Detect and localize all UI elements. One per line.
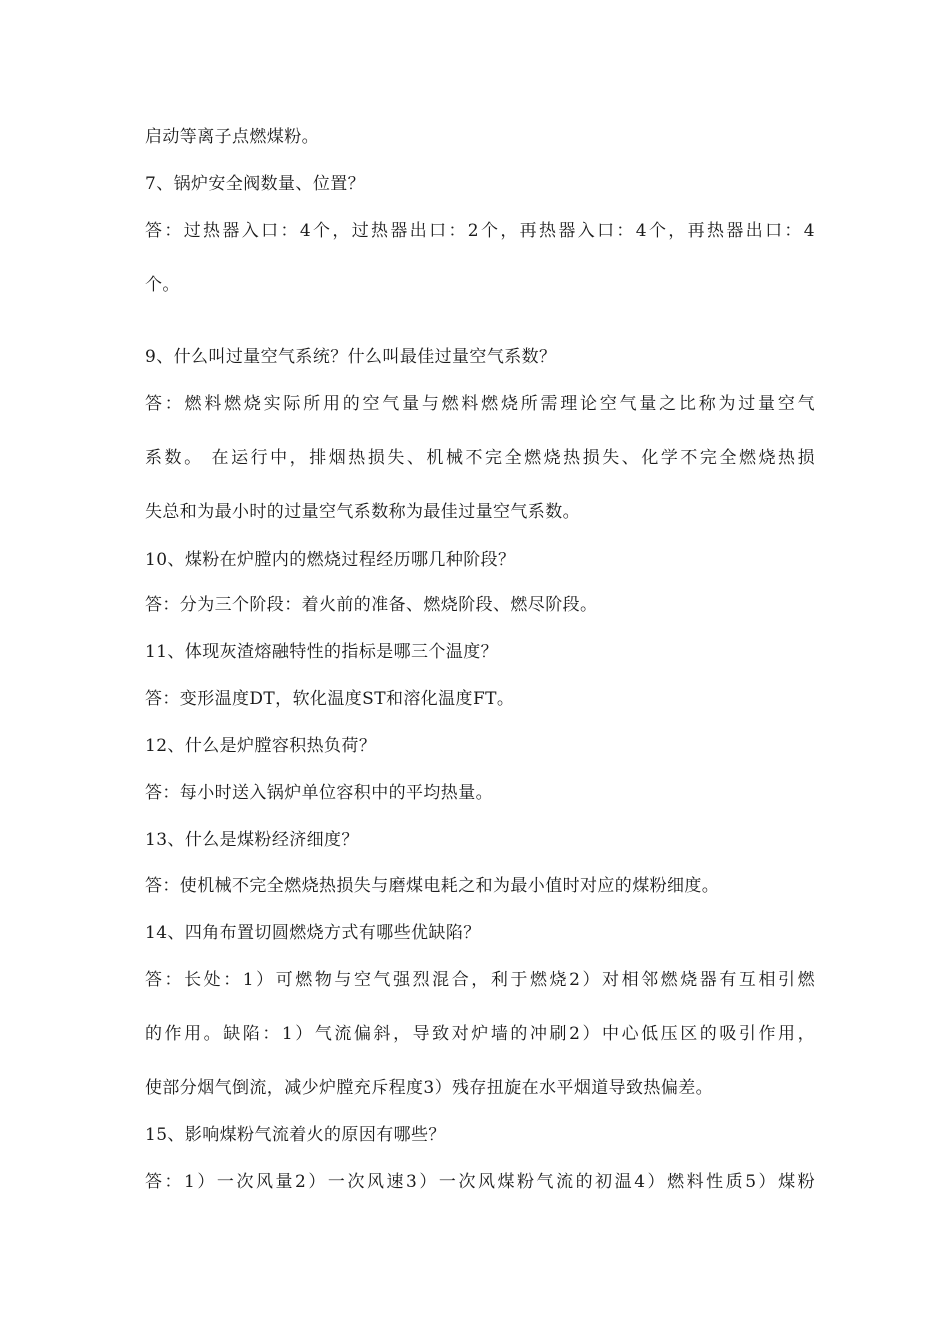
answer-line: 答：使机械不完全燃烧热损失与磨煤电耗之和为最小值时对应的煤粉细度。	[145, 876, 720, 896]
text-line: 失总和为最小时的过量空气系数称为最佳过量空气系数。	[145, 502, 580, 522]
text-line: 的作用。缺陷：1）气流偏斜，导致对炉墙的冲刷2）中心低压区的吸引作用，	[145, 1024, 815, 1044]
text-line: 个。	[145, 275, 180, 295]
text-line: 启动等离子点燃煤粉。	[145, 127, 319, 147]
question-line: 10、煤粉在炉膛内的燃烧过程经历哪几种阶段？	[145, 550, 516, 570]
answer-line: 答：燃料燃烧实际所用的空气量与燃料燃烧所需理论空气量之比称为过量空气	[145, 394, 815, 414]
answer-line: 答：分为三个阶段：着火前的准备、燃烧阶段、燃尽阶段。	[145, 595, 598, 615]
answer-line: 答：每小时送入锅炉单位容积中的平均热量。	[145, 783, 493, 803]
question-line: 9、什么叫过量空气系统？什么叫最佳过量空气系数？	[145, 347, 557, 367]
answer-line: 答：变形温度DT，软化温度ST和溶化温度FT。	[145, 689, 515, 709]
question-line: 14、四角布置切圆燃烧方式有哪些优缺陷？	[145, 923, 481, 943]
answer-line: 答：长处：1）可燃物与空气强烈混合，利于燃烧2）对相邻燃烧器有互相引燃	[145, 970, 815, 990]
question-line: 7、锅炉安全阀数量、位置？	[145, 174, 366, 194]
text-line: 系数。 在运行中，排烟热损失、机械不完全燃烧热损失、化学不完全燃烧热损	[145, 448, 815, 468]
answer-line: 答：1）一次风量2）一次风速3）一次风煤粉气流的初温4）燃料性质5）煤粉	[145, 1172, 815, 1192]
question-line: 15、影响煤粉气流着火的原因有哪些？	[145, 1125, 446, 1145]
answer-line: 答：过热器入口：4个，过热器出口：2个，再热器入口：4个，再热器出口：4	[145, 221, 815, 241]
question-line: 12、什么是炉膛容积热负荷？	[145, 736, 377, 756]
question-line: 11、体现灰渣熔融特性的指标是哪三个温度？	[145, 642, 499, 662]
text-line: 使部分烟气倒流，减少炉膛充斥程度3）残存扭旋在水平烟道导致热偏差。	[145, 1078, 714, 1098]
question-line: 13、什么是煤粉经济细度？	[145, 830, 359, 850]
